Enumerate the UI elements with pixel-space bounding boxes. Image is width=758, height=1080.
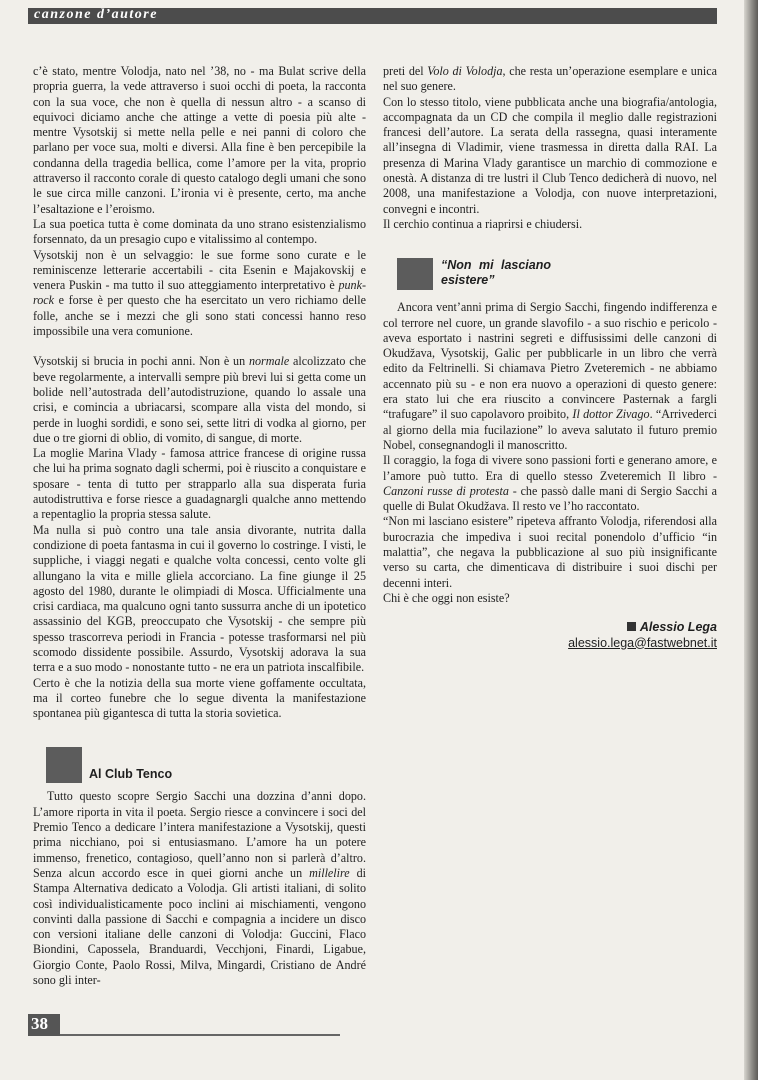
square-bullet-icon: [627, 622, 636, 631]
section-square-marker: [397, 258, 433, 290]
section-header-title: canzone d’autore: [34, 7, 158, 22]
section-title: Al Club Tenco: [89, 767, 173, 782]
emphasis: Volo di Volodja: [427, 64, 503, 78]
page-number-box: [28, 1014, 60, 1036]
author-email-link[interactable]: alessio.lega@fastwebnet.it: [568, 635, 717, 650]
paragraph: Ancora vent’anni prima di Sergio Sacchi, fingendo indifferenza e col terrore nel cuore, un grande slavofilo - a suo rischio e pericolo - aveva esportato i nastrini segreti e diffusissimi delle canzoni di Okudžava, Vysotskij, Galic per pubblicarle in un libro che verrà edito da Feltrinelli. Si chiamava Pietro Zveteremich - ne abbiamo accennato più su - e non era nuovo a operazioni di questo genere: era stato lui che era riuscito a convincere Pasternak a fargli “trafugare” il suo capolavoro proibito, Il dottor Zivago. “Arrivederci al giorno della mia fucilazione” lo aveva salutato il futuro premio Nobel, consegnandogli il manoscritto.: [383, 300, 717, 452]
left-column: [33, 64, 366, 988]
emphasis: Canzoni russe di protesta: [383, 483, 509, 498]
emphasis: punk-rock: [33, 278, 366, 308]
emphasis: normale: [248, 354, 290, 369]
page-edge-shadow: [744, 0, 758, 1080]
author-name: Alessio Lega: [639, 620, 717, 635]
paragraph: Con lo stesso titolo, viene pubblicata anche una biografia/antologia, accompagnata da un CD che compila il meglio dalle registrazioni francesi dell’autore. La serata della rassegna, quasi interamente all’insegna di Vladimir, viene trasmessa in diretta dalla RAI. La presenza di Marina Vlady garantisce un marchio di commozione e onestà. A distanza di tre lustri il Club Tenco dedicherà di nuovo, nel 2008, una manifestazione a Volodja, con nuove interpretazioni, convegni e incontri.: [383, 94, 717, 216]
footer-rule: [60, 1034, 340, 1036]
paragraph: Certo è che la notizia della sua morte viene goffamente occultata, ma il corteo funebre che lo segue diventa la manifestazione spontanea più gigantesca di tutta la storia sovietica.: [33, 675, 366, 721]
paragraph: Il coraggio, la foga di vivere sono passioni forti e generano amore, e l’amore può tutto. Era di quello stesso Zveteremich Il libro - Canzoni russe di protesta - che passò dalle mani di Sergio Sacchi a quelle di Bulat Okudžava. Il resto ve l’ho raccontato.: [383, 453, 717, 514]
paragraph: Tutto questo scopre Sergio Sacchi una dozzina d’anni dopo. L’amore riporta in vita il poeta. Sergio riesce a convincere i soci del Premio Tenco a dedicare l’intera manifestazione a Vysotskij, questi prima nicchiano, poi si entusiasmano. L’amore ha un potere immenso, frenetico, contagioso, quell’anno non si parlerà d’altro. Senza alcun accordo esce in quei giorni anche un millelire di Stampa Alternativa dedicato a Volodja. Gli artisti italiani, di solito così individualisticamente poco inclini ai mischiamenti, vengono convinti dalla passione di Sacchi e compagnia a incidere un disco con versioni italiane delle canzoni di Volodja: Guccini, Flaco Biondini, Capossela, Branduardi, Vecchjoni, Finardi, Ligabue, Giorgio Conte, Paolo Rossi, Milva, Mingardi, Cristiano de André sono gli inter-: [33, 789, 366, 988]
paragraph: Il cerchio continua a riaprirsi e chiudersi.: [383, 216, 583, 231]
section-heading-club-tenco: [33, 747, 366, 789]
section-heading-non-mi-lasciano: [383, 258, 717, 300]
author-signature: [383, 620, 717, 651]
paragraph: Ma nulla si può contro una tale ansia divorante, nutrita dalla condizione di poeta fantasma in cui il governo lo costringe. I visti, le suppliche, i viaggi negati e qualche volta concessi, cento volte gli allungano la vita e mille gliela accorciano. La fine giunge il 25 agosto del 1980, durante le olimpiadi di Mosca. Ufficialmente una crisi cardiaca, ma qualcuno ogni tanto sussurra anche di un ipotetico assassinio del KGB, preoccupato che Vysotskij - che sempre più spesso trascorreva periodi in Francia - potesse trasformarsi nel più scomodo dissidente possibile. Assurdo, Vysotskij adorava la sua terra e a suo modo - nonostante tutto - ne era un patriota inscalfibile.: [33, 522, 366, 675]
section-square-marker: [46, 747, 82, 783]
paragraph: c’è stato, mentre Volodja, nato nel ’38, no - ma Bulat scrive della propria guerra, la vede attraverso i suoi occhi di poeta, la racconta con la sua voce, che non è quella di nessun altro - a scanso di equivoci diciamo anche che attinge a vette di poesia più alte - mentre Vysotskij si mette nella pelle e nei panni di coloro che parlano per voce sua, molti e diversi. Alla fine è ben percepibile la condanna della tragedia bellica, come l’amore per la vita, proprio attraverso il racconto corale di questo catalogo degli umani che sono le sue circa mille canzoni. L’ironia vi è presente, certo, ma anche l’esaltazione e l’eroismo.: [33, 64, 366, 216]
emphasis: millelire: [309, 865, 350, 880]
paragraph: Chi è che oggi non esiste?: [383, 590, 510, 605]
section-title: “Non mi lasciano esistere”: [441, 258, 551, 288]
section-header-bar: [28, 8, 717, 24]
emphasis: Il dottor Zivago: [572, 407, 650, 422]
paragraph: La moglie Marina Vlady - famosa attrice francese di origine russa che lui ha prima sognato dagli schermi, poi è riuscito a conquistare e sposare - tenta di tutto per strapparlo alla sua disperata furia autodistruttiva e forse riesce a guadagnargli qualche anno mettendo a repentaglio la propria stessa salute.: [33, 446, 366, 522]
paragraph: Vysotskij si brucia in pochi anni. Non è un normale alcolizzato che beve regolarmente, a intervalli sempre più brevi lui si getta come un bolide nell’autostrada dell’autodistruzione, quando lo assale una crisi, e comincia a ubriacarsi, scompare alla vista del mondo, si perde in luoghi sordidi, e sono sei, sette litri di vodka al giorno, per due o tre giorni di oblio, di vomito, di sangue, di morte.: [33, 354, 367, 445]
paragraph: La sua poetica tutta è come dominata da uno strano esistenzialismo forsennato, da un presagio cupo e vitalissimo al contempo.: [33, 216, 366, 247]
right-column: [383, 64, 717, 651]
paragraph: “Non mi lasciano esistere” ripeteva affranto Volodja, riferendosi alla burocrazia che impediva i suoi recital ponendolo d’ufficio “in malattia”, che negava la pubblicazione al suo più insignificante verso su carta, che dimenticava di distribuire i suoi dischi per decenni interi.: [383, 514, 717, 590]
paragraph: Vysotskij non è un selvaggio: le sue forme sono curate e le reminiscenze letterarie accertabili - cita Esenin e Majakovskij e venera Puskin - ma tutto il suo atteggiamento interpretativo è punk-rock e forse è per questo che ha esercitato un vero richiamo delle folle, anche se i mezzi che gli sono stati concessi hanno reso impossibile una vera comunione.: [33, 247, 366, 339]
page-number: 38: [31, 1014, 48, 1033]
paragraph: preti del Volo di Volodja, che resta un’operazione esemplare e unica nel suo genere.: [383, 64, 717, 94]
